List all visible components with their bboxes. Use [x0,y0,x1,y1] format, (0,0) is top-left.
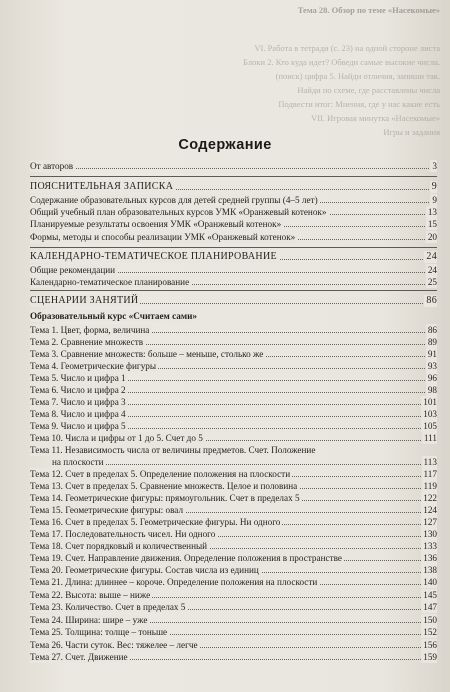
toc-entry-title: Тема 23. Количество. Счет в пределах 5 [30,602,186,612]
toc-entry-page: 150 [423,615,437,625]
toc-entry-title: Общие рекомендации [30,265,116,275]
toc-entry-page: 101 [423,397,437,407]
toc-entry-continuation[interactable] [30,456,437,468]
toc-entry-page: 111 [423,433,437,443]
toc-entry-title: Тема 27. Счет. Движение [30,652,128,662]
toc-entry[interactable] [30,601,437,613]
toc-entry-title: Календарно-тематическое планирование [30,277,190,287]
toc-entry-page: 96 [427,373,437,383]
toc-entry-title: Тема 20. Геометрические фигуры. Состав числа из единиц [30,565,259,575]
toc-entry-title: Формы, методы и способы реализации УМК «Оранжевый котенок» [30,232,296,242]
toc-entry-page: 98 [427,385,437,395]
toc-entry-page: 113 [423,457,437,467]
toc-entry[interactable] [30,576,437,588]
toc-entry-title: От авторов [30,161,74,171]
toc-entry-title: Тема 7. Число и цифра 3 [30,397,126,407]
toc-entry-page: 147 [423,602,437,612]
toc-section-heading[interactable] [30,295,437,307]
toc-entry[interactable] [30,348,437,360]
toc-entry-title: Тема 9. Число и цифра 5 [30,421,126,431]
toc-entry-title: Тема 15. Геометрические фигуры: овал [30,505,184,515]
toc-entry-page: 119 [423,481,437,491]
toc-entry[interactable] [30,231,437,243]
toc-entry[interactable] [30,372,437,384]
toc-entry-title: Содержание образовательных курсов для детей средней группы (4–5 лет) [30,195,318,205]
toc-entry-page: 86 [426,295,437,306]
toc-entry[interactable] [30,408,437,420]
toc-entry[interactable] [30,160,437,172]
toc-entry-page: 136 [423,553,437,563]
bleed-line: Блоки 2. Кто куда идет? Обведи самые высокие числа. [243,57,440,67]
toc-entry-title: Тема 6. Число и цифра 2 [30,385,126,395]
toc-entry-page: 159 [423,652,437,662]
toc-entry[interactable] [30,651,437,663]
toc-entry[interactable] [30,264,437,276]
toc-entry-page: 138 [423,565,437,575]
toc-entry-page: 117 [423,469,437,479]
bleed-line: Подвести итог: Мнения, где у нас какие есть [278,99,440,109]
toc-entry-title: Тема 19. Счет. Направление движения. Определение положения в пространстве [30,553,342,563]
toc-entry-title: Тема 21. Длина: длиннее – короче. Определение положения на плоскости [30,577,318,587]
toc-entry-title: Тема 25. Толщина: толще – тоньше [30,627,168,637]
toc-entry-title: Тема 8. Число и цифра 4 [30,409,126,419]
toc-entry-title: Тема 22. Высота: выше – ниже [30,590,151,600]
toc-entry-page: 122 [423,493,437,503]
toc-entry[interactable] [30,516,437,528]
toc-entry-page: 130 [423,529,437,539]
toc-entry-page: 105 [423,421,437,431]
toc-entry[interactable] [30,432,437,444]
toc-entry[interactable] [30,540,437,552]
toc-entry-page: 24 [427,265,437,275]
toc-entry-title: Тема 11. Независимость числа от величины предметов. Счет. Положение [30,445,316,455]
bleed-line: (поиск) цифра 5. Найди отличия, запиши так. [275,71,440,81]
toc-entry-page: 156 [423,640,437,650]
toc-entry-title: Тема 2. Сравнение множеств [30,337,144,347]
toc-entry-page: 133 [423,541,437,551]
toc-entry-title: ПОЯСНИТЕЛЬНАЯ ЗАПИСКА [30,181,174,192]
toc-entry-title: Тема 17. Последовательность чисел. Ни одного [30,529,216,539]
toc-entry[interactable] [30,396,437,408]
toc-entry[interactable] [30,444,437,456]
toc-entry[interactable] [30,504,437,516]
toc-entry-page: 25 [427,277,437,287]
toc-section-heading[interactable] [30,251,437,263]
toc-entry[interactable] [30,276,437,288]
toc-entry[interactable] [30,492,437,504]
toc-entry-page: 91 [427,349,437,359]
toc-entry-title: Общий учебный план образовательных курсов УМК «Оранжевый котенок» [30,207,327,217]
bleed-line: VI. Работа в тетради (с. 23) на одной стороне листа [254,43,440,53]
toc-entry-title: Тема 26. Части суток. Вес: тяжелее – легче [30,640,198,650]
toc-entry-page: 127 [423,517,437,527]
toc-entry-title: Тема 12. Счет в пределах 5. Определение положения на плоскости [30,469,291,479]
section-divider [30,290,437,291]
toc-entry-page: 152 [423,627,437,637]
toc-entry[interactable] [30,384,437,396]
toc-entry-page: 9 [432,195,437,205]
toc-entry[interactable] [30,564,437,576]
toc-entry-page: 9 [431,181,437,192]
toc-entry-title: Тема 18. Счет порядковый и количественный [30,541,208,551]
toc-entry-title: Тема 16. Счет в пределах 5. Геометрические фигуры. Ни одного [30,517,281,527]
toc-entry-page: 124 [423,505,437,515]
toc-entry-title: Тема 1. Цвет, форма, величина [30,325,150,335]
section-divider [30,176,437,177]
toc-entry-title: на плоскости [52,457,104,467]
bleed-line: Найди по схеме, где расставлены числа [297,85,440,95]
page-title: Содержание [178,137,272,153]
toc-entry-title: Образовательный курс «Считаем сами» [30,311,198,321]
bleed-line: VII. Игровая минутка «Насекомые» [311,113,440,123]
toc-entry[interactable] [30,480,437,492]
toc-entry[interactable] [30,218,437,230]
toc-entry-page: 24 [426,251,437,262]
toc-entry[interactable] [30,206,437,218]
toc-entry[interactable] [30,324,437,336]
toc-entry-title: Тема 10. Числа и цифры от 1 до 5. Счет до 5 [30,433,203,443]
bleed-line: Тема 28. Обзор по теме «Насекомые» [297,5,440,15]
toc-entry[interactable] [30,614,437,626]
toc-entry-page: 13 [427,207,437,217]
toc-entry-page: 103 [423,409,437,419]
toc-section-heading[interactable] [30,181,437,193]
toc-entry[interactable] [30,420,437,432]
toc-entry-title: Тема 4. Геометрические фигуры [30,361,157,371]
toc-entry-title: Тема 13. Счет в пределах 5. Сравнение множеств. Целое и половина [30,481,298,491]
toc-entry-title: Тема 5. Число и цифра 1 [30,373,126,383]
toc-entry[interactable] [30,626,437,638]
bleed-line: Игры и задания [383,127,440,137]
toc-entry-title: СЦЕНАРИИ ЗАНЯТИЙ [30,295,139,306]
toc-entry[interactable] [30,589,437,601]
toc-entry[interactable] [30,468,437,480]
toc-entry[interactable] [30,552,437,564]
toc-entry[interactable] [30,639,437,651]
toc-entry-title: Тема 3. Сравнение множеств: больше – меньше, столько же [30,349,264,359]
toc-entry[interactable] [30,194,437,206]
toc-entry-page: 93 [427,361,437,371]
toc-entry-page: 140 [423,577,437,587]
toc-entry[interactable] [30,360,437,372]
toc-entry-page: 145 [423,590,437,600]
toc-entry-title: КАЛЕНДАРНО-ТЕМАТИЧЕСКОЕ ПЛАНИРОВАНИЕ [30,251,277,262]
toc-entry-title: Тема 24. Ширина: шире – уже [30,615,148,625]
toc-entry[interactable] [30,336,437,348]
toc-entry-title: Тема 14. Геометрические фигуры: прямоугольник. Счет в пределах 5 [30,493,300,503]
toc-entry-page: 89 [427,337,437,347]
toc-subsection-heading[interactable] [30,310,437,322]
toc-entry-page: 20 [427,232,437,242]
toc-entry[interactable] [30,528,437,540]
toc-entry-page: 3 [432,161,437,171]
toc-entry-page: 86 [427,325,437,335]
section-divider [30,247,437,248]
toc-entry-title: Планируемые результаты освоения УМК «Оранжевый котенок» [30,219,282,229]
toc-entry-page: 15 [427,219,437,229]
